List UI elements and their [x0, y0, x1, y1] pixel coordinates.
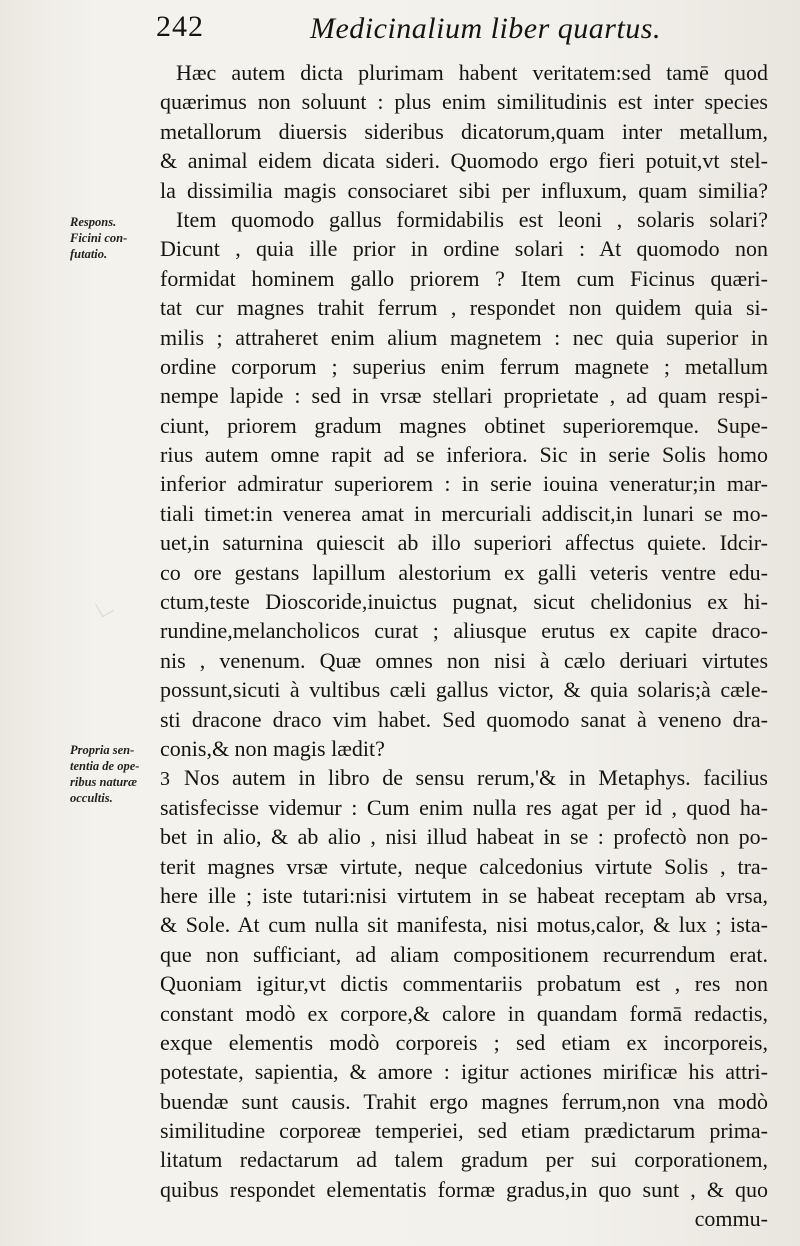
- text-line: que non sufficiant, ad aliam compositionem recurrendum erat.: [160, 941, 768, 967]
- catchword: commu-: [694, 1206, 768, 1232]
- text-line: Hæc autem dicta plurimam habent veritatem:sed tamē quod: [176, 60, 768, 85]
- text-line: Dicunt , quia ille prior in ordine solari : At quomodo non: [160, 236, 768, 262]
- text-line: Item quomodo gallus formidabilis est leoni , solaris solari?: [176, 206, 768, 232]
- text-line: constant modò ex corpore,& calore in quandam formā redactis,: [160, 1000, 768, 1026]
- text-line: rius autem omne rapit ad se inferiora. Sic in serie Solis homo: [160, 442, 768, 468]
- text-line: here ille ; iste tutari:nisi virtutem in se habeat receptam ab vrsa,: [160, 882, 768, 908]
- text-line-numbered: [160, 763, 768, 792]
- text-line: nis , venenum. Quæ omnes non nisi à cælo deriuari virtutes: [160, 647, 768, 673]
- text-line: quærimus non soluunt : plus enim similitudinis est inter species: [160, 89, 768, 115]
- text-line: sti dracone draco vim habet. Sed quomodo sanat à veneno dra-: [160, 706, 768, 732]
- sidenote-responsio: [70, 214, 160, 262]
- text-line: terit magnes vrsæ virtute, neque calcedonius virtute Solis , tra-: [160, 853, 768, 879]
- text-line: tiali timet:in venerea amat in mercuriali addiscit,in lunari se mo-: [160, 500, 768, 526]
- running-title: Medicinalium liber quartus.: [310, 12, 661, 45]
- sidenote-line: tentia de ope-: [70, 759, 140, 773]
- text-line: exque elementis modò corporeis ; sed etiam ex incorporeis,: [160, 1029, 768, 1055]
- text-line: co ore gestans lapillum alestorium ex galli veteris ventre edu-: [160, 559, 768, 585]
- running-head: [150, 8, 670, 50]
- sidenote-line: occultis.: [70, 791, 113, 805]
- text-line: quibus respondet elementatis formæ gradus,in quo sunt , & quo: [160, 1176, 768, 1202]
- sidenote-line: Respons.: [70, 215, 117, 229]
- text-line: potestate, sapientia, & amore : igitur actiones mirificæ his attri-: [160, 1059, 768, 1085]
- text-line: satisfecisse videmur : Cum enim nulla res agat per id , quod ha-: [160, 794, 768, 820]
- section-number: 3: [160, 768, 170, 791]
- text-line: similitudine corporeæ temperiei, sed etiam prædictarum prima-: [160, 1118, 768, 1144]
- sidenote-line: futatio.: [70, 247, 108, 261]
- sidenote-line: Ficini con-: [70, 231, 128, 245]
- text-line: formidat hominem gallo priorem ? Item cum Ficinus quæri-: [160, 265, 768, 291]
- text-line: Nos autem in libro de sensu rerum,'& in Metaphys. facilius: [184, 765, 768, 791]
- text-line: possunt,sicuti à vultibus cæli gallus victor, & quia solaris;à cæle-: [160, 677, 768, 703]
- text-line: metallorum diuersis sideribus dicatorum,quam inter metallum,: [160, 118, 768, 144]
- text-line: buendæ sunt causis. Trahit ergo magnes ferrum,non vna modò: [160, 1088, 768, 1114]
- text-line: ctum,teste Dioscoride,inuictus pugnat, sicut chelidonius ex hi-: [160, 589, 768, 615]
- text-line: tat cur magnes trahit ferrum , respondet non quidem quia si-: [160, 295, 768, 321]
- text-line: Quoniam igitur,vt dictis commentariis probatum est , res non: [160, 971, 768, 997]
- sidenote-line: Propria sen-: [70, 743, 135, 757]
- text-line: rundine,melancholicos curat ; aliusque erutus ex capite draco-: [160, 618, 768, 644]
- text-line: milis ; attraheret enim alium magnetem : nec quia superior in: [160, 324, 768, 350]
- margin-mark: [95, 598, 114, 617]
- text-line: conis,& non magis lædit?: [160, 735, 385, 761]
- text-line: uet,in saturnina quiescit ab illo superiori affectus quiete. Idcir-: [160, 530, 768, 556]
- text-line: ordine corporum ; superius enim ferrum magnete ; metallum: [160, 353, 768, 379]
- body-text: [160, 58, 768, 1234]
- page-number: 242: [156, 10, 204, 43]
- text-line: la dissimilia magis consociaret sibi per influxum, quam similia?: [160, 177, 768, 203]
- text-line: inferior admiratur superiorem : in serie iouina veneratur;in mar-: [160, 471, 768, 497]
- sidenote-line: ribus naturæ: [70, 775, 138, 789]
- text-line: & animal eidem dicata sideri. Quomodo ergo fieri potuit,vt stel-: [160, 148, 768, 174]
- text-line: nempe lapide : sed in vrsæ stellari proprietate , ad quam respi-: [160, 383, 768, 409]
- text-line: & Sole. At cum nulla sit manifesta, nisi motus,calor, & lux ; ista-: [160, 912, 768, 938]
- text-line: ciunt, priorem gradum magnes obtinet superioremque. Supe-: [160, 412, 768, 438]
- text-line: bet in alio, & ab alio , nisi illud habeat in se : profectò non po-: [160, 824, 768, 850]
- sidenote-propria-sententia: [70, 742, 160, 806]
- text-line: litatum redactarum ad talem gradum per sui corporationem,: [160, 1147, 768, 1173]
